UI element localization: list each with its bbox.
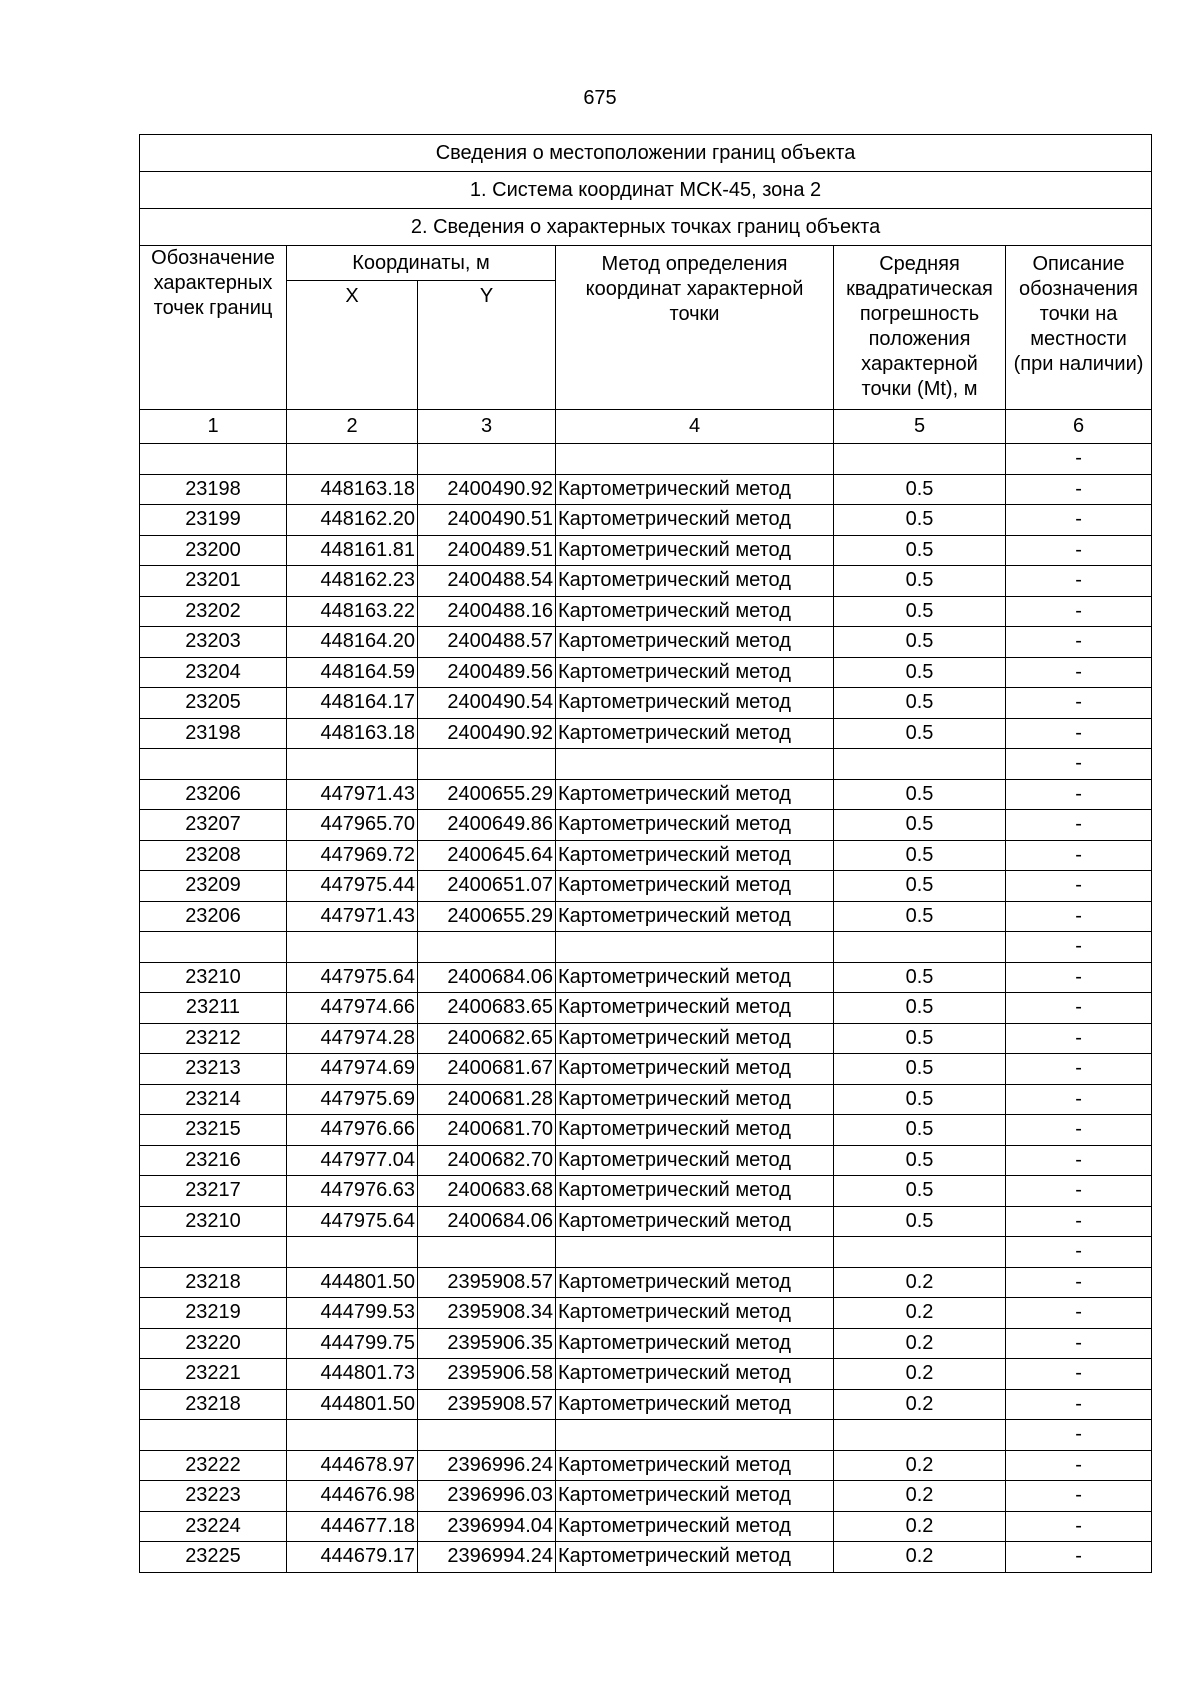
column-number: 6 bbox=[1006, 410, 1152, 444]
table-row bbox=[140, 1054, 1152, 1085]
y-coordinate-cell: 2400681.28 bbox=[418, 1084, 556, 1115]
y-coordinate-cell: 2395906.35 bbox=[418, 1328, 556, 1359]
header-mean-error: Средняя квадратическая погрешность положения характерной точки (Mt), м bbox=[834, 246, 1006, 410]
boundary-points-table bbox=[139, 134, 1152, 1573]
method-cell: Картометрический метод bbox=[556, 901, 834, 932]
description-cell: - bbox=[1006, 1145, 1152, 1176]
y-coordinate-cell: 2395908.34 bbox=[418, 1298, 556, 1329]
point-id-cell: 23199 bbox=[140, 505, 287, 536]
table-row bbox=[140, 871, 1152, 902]
point-id-cell bbox=[140, 1237, 287, 1268]
point-id-cell: 23204 bbox=[140, 657, 287, 688]
mean-error-cell: 0.5 bbox=[834, 1145, 1006, 1176]
column-number: 4 bbox=[556, 410, 834, 444]
point-id-cell bbox=[140, 932, 287, 963]
mean-error-cell: 0.5 bbox=[834, 1206, 1006, 1237]
y-coordinate-cell: 2400683.65 bbox=[418, 993, 556, 1024]
table-row bbox=[140, 1511, 1152, 1542]
point-id-cell: 23198 bbox=[140, 474, 287, 505]
x-coordinate-cell: 448161.81 bbox=[287, 535, 418, 566]
table-title: Сведения о местоположении границ объекта bbox=[140, 135, 1152, 172]
y-coordinate-cell: 2400684.06 bbox=[418, 962, 556, 993]
mean-error-cell: 0.2 bbox=[834, 1359, 1006, 1390]
x-coordinate-cell: 448162.20 bbox=[287, 505, 418, 536]
x-coordinate-cell bbox=[287, 749, 418, 780]
description-cell: - bbox=[1006, 993, 1152, 1024]
point-id-cell: 23210 bbox=[140, 1206, 287, 1237]
description-cell: - bbox=[1006, 1481, 1152, 1512]
point-id-cell: 23215 bbox=[140, 1115, 287, 1146]
method-cell: Картометрический метод bbox=[556, 1084, 834, 1115]
mean-error-cell: 0.2 bbox=[834, 1450, 1006, 1481]
description-cell: - bbox=[1006, 1298, 1152, 1329]
point-id-cell: 23214 bbox=[140, 1084, 287, 1115]
method-cell bbox=[556, 932, 834, 963]
point-id-cell: 23211 bbox=[140, 993, 287, 1024]
point-id-cell: 23225 bbox=[140, 1542, 287, 1573]
method-cell bbox=[556, 1420, 834, 1451]
description-cell: - bbox=[1006, 779, 1152, 810]
mean-error-cell: 0.5 bbox=[834, 1023, 1006, 1054]
table-row bbox=[140, 779, 1152, 810]
x-coordinate-cell: 448164.17 bbox=[287, 688, 418, 719]
x-coordinate-cell: 447975.64 bbox=[287, 1206, 418, 1237]
table-row bbox=[140, 1237, 1152, 1268]
method-cell: Картометрический метод bbox=[556, 474, 834, 505]
x-coordinate-cell: 444801.50 bbox=[287, 1267, 418, 1298]
mean-error-cell: 0.5 bbox=[834, 627, 1006, 658]
point-id-cell: 23202 bbox=[140, 596, 287, 627]
description-cell: - bbox=[1006, 566, 1152, 597]
description-cell: - bbox=[1006, 535, 1152, 566]
table-row bbox=[140, 810, 1152, 841]
y-coordinate-cell: 2400651.07 bbox=[418, 871, 556, 902]
y-coordinate-cell: 2400682.70 bbox=[418, 1145, 556, 1176]
description-cell: - bbox=[1006, 1206, 1152, 1237]
method-cell: Картометрический метод bbox=[556, 718, 834, 749]
y-coordinate-cell bbox=[418, 1420, 556, 1451]
table-row bbox=[140, 1206, 1152, 1237]
point-id-cell: 23218 bbox=[140, 1267, 287, 1298]
table-row bbox=[140, 962, 1152, 993]
description-cell: - bbox=[1006, 657, 1152, 688]
method-cell: Картометрический метод bbox=[556, 1542, 834, 1573]
description-cell: - bbox=[1006, 1115, 1152, 1146]
mean-error-cell: 0.5 bbox=[834, 779, 1006, 810]
description-cell: - bbox=[1006, 718, 1152, 749]
method-cell: Картометрический метод bbox=[556, 1328, 834, 1359]
description-cell: - bbox=[1006, 1054, 1152, 1085]
point-id-cell: 23203 bbox=[140, 627, 287, 658]
table-row bbox=[140, 444, 1152, 475]
header-y: Y bbox=[418, 281, 556, 410]
method-cell: Картометрический метод bbox=[556, 1115, 834, 1146]
point-id-cell: 23223 bbox=[140, 1481, 287, 1512]
mean-error-cell: 0.5 bbox=[834, 901, 1006, 932]
y-coordinate-cell: 2400683.68 bbox=[418, 1176, 556, 1207]
x-coordinate-cell: 444801.50 bbox=[287, 1389, 418, 1420]
x-coordinate-cell: 447969.72 bbox=[287, 840, 418, 871]
mean-error-cell: 0.2 bbox=[834, 1481, 1006, 1512]
header-method: Метод определения координат характерной точки bbox=[556, 246, 834, 410]
x-coordinate-cell: 447975.69 bbox=[287, 1084, 418, 1115]
y-coordinate-cell: 2400489.51 bbox=[418, 535, 556, 566]
mean-error-cell: 0.5 bbox=[834, 657, 1006, 688]
x-coordinate-cell bbox=[287, 1420, 418, 1451]
x-coordinate-cell: 444679.17 bbox=[287, 1542, 418, 1573]
y-coordinate-cell: 2400655.29 bbox=[418, 901, 556, 932]
table-row bbox=[140, 1115, 1152, 1146]
method-cell: Картометрический метод bbox=[556, 1359, 834, 1390]
table-row bbox=[140, 1145, 1152, 1176]
mean-error-cell: 0.5 bbox=[834, 718, 1006, 749]
table-row bbox=[140, 566, 1152, 597]
header-description: Описание обозначения точки на местности (при наличии) bbox=[1006, 246, 1152, 410]
table-title-row bbox=[140, 135, 1152, 172]
description-cell: - bbox=[1006, 901, 1152, 932]
mean-error-cell: 0.5 bbox=[834, 810, 1006, 841]
y-coordinate-cell: 2400488.57 bbox=[418, 627, 556, 658]
point-id-cell: 23224 bbox=[140, 1511, 287, 1542]
description-cell: - bbox=[1006, 1359, 1152, 1390]
y-coordinate-cell: 2400649.86 bbox=[418, 810, 556, 841]
table-row bbox=[140, 749, 1152, 780]
method-cell: Картометрический метод bbox=[556, 627, 834, 658]
point-id-cell: 23222 bbox=[140, 1450, 287, 1481]
point-id-cell: 23200 bbox=[140, 535, 287, 566]
x-coordinate-cell: 448162.23 bbox=[287, 566, 418, 597]
y-coordinate-cell bbox=[418, 1237, 556, 1268]
point-id-cell bbox=[140, 749, 287, 780]
table-row bbox=[140, 474, 1152, 505]
x-coordinate-cell: 444676.98 bbox=[287, 1481, 418, 1512]
description-cell: - bbox=[1006, 1023, 1152, 1054]
method-cell: Картометрический метод bbox=[556, 1389, 834, 1420]
point-id-cell: 23206 bbox=[140, 779, 287, 810]
x-coordinate-cell: 447971.43 bbox=[287, 901, 418, 932]
method-cell: Картометрический метод bbox=[556, 1481, 834, 1512]
point-id-cell: 23208 bbox=[140, 840, 287, 871]
point-id-cell bbox=[140, 444, 287, 475]
y-coordinate-cell bbox=[418, 444, 556, 475]
point-id-cell: 23218 bbox=[140, 1389, 287, 1420]
point-id-cell: 23216 bbox=[140, 1145, 287, 1176]
method-cell bbox=[556, 749, 834, 780]
mean-error-cell: 0.5 bbox=[834, 1115, 1006, 1146]
point-id-cell: 23213 bbox=[140, 1054, 287, 1085]
method-cell bbox=[556, 1237, 834, 1268]
x-coordinate-cell: 447976.66 bbox=[287, 1115, 418, 1146]
x-coordinate-cell: 447971.43 bbox=[287, 779, 418, 810]
x-coordinate-cell: 448164.20 bbox=[287, 627, 418, 658]
x-coordinate-cell: 448164.59 bbox=[287, 657, 418, 688]
table-row bbox=[140, 901, 1152, 932]
description-cell: - bbox=[1006, 1450, 1152, 1481]
point-id-cell: 23220 bbox=[140, 1328, 287, 1359]
table-row bbox=[140, 1267, 1152, 1298]
description-cell: - bbox=[1006, 1237, 1152, 1268]
description-cell: - bbox=[1006, 810, 1152, 841]
y-coordinate-cell bbox=[418, 932, 556, 963]
point-id-cell: 23212 bbox=[140, 1023, 287, 1054]
method-cell: Картометрический метод bbox=[556, 871, 834, 902]
description-cell: - bbox=[1006, 749, 1152, 780]
method-cell: Картометрический метод bbox=[556, 1267, 834, 1298]
x-coordinate-cell: 447965.70 bbox=[287, 810, 418, 841]
description-cell: - bbox=[1006, 688, 1152, 719]
table-row bbox=[140, 932, 1152, 963]
mean-error-cell: 0.5 bbox=[834, 535, 1006, 566]
method-cell: Картометрический метод bbox=[556, 688, 834, 719]
mean-error-cell: 0.2 bbox=[834, 1328, 1006, 1359]
column-number: 5 bbox=[834, 410, 1006, 444]
method-cell: Картометрический метод bbox=[556, 810, 834, 841]
method-cell: Картометрический метод bbox=[556, 1054, 834, 1085]
page-number: 675 bbox=[583, 87, 617, 109]
point-id-cell: 23205 bbox=[140, 688, 287, 719]
x-coordinate-cell: 447974.69 bbox=[287, 1054, 418, 1085]
x-coordinate-cell: 447975.64 bbox=[287, 962, 418, 993]
table-row bbox=[140, 535, 1152, 566]
mean-error-cell bbox=[834, 749, 1006, 780]
y-coordinate-cell: 2400490.92 bbox=[418, 718, 556, 749]
x-coordinate-cell bbox=[287, 932, 418, 963]
method-cell: Картометрический метод bbox=[556, 1511, 834, 1542]
table-row bbox=[140, 1023, 1152, 1054]
mean-error-cell bbox=[834, 1420, 1006, 1451]
mean-error-cell: 0.5 bbox=[834, 596, 1006, 627]
description-cell: - bbox=[1006, 1542, 1152, 1573]
description-cell: - bbox=[1006, 1176, 1152, 1207]
mean-error-cell: 0.2 bbox=[834, 1542, 1006, 1573]
description-cell: - bbox=[1006, 1389, 1152, 1420]
table-row bbox=[140, 1176, 1152, 1207]
header-x: X bbox=[287, 281, 418, 410]
y-coordinate-cell: 2400490.92 bbox=[418, 474, 556, 505]
mean-error-cell: 0.5 bbox=[834, 1084, 1006, 1115]
point-id-cell: 23207 bbox=[140, 810, 287, 841]
mean-error-cell bbox=[834, 1237, 1006, 1268]
method-cell: Картометрический метод bbox=[556, 657, 834, 688]
description-cell: - bbox=[1006, 1267, 1152, 1298]
y-coordinate-cell: 2400655.29 bbox=[418, 779, 556, 810]
header-coordinates: Координаты, м bbox=[287, 246, 556, 281]
table-row bbox=[140, 1084, 1152, 1115]
points-section-row bbox=[140, 209, 1152, 246]
mean-error-cell: 0.5 bbox=[834, 1054, 1006, 1085]
point-id-cell: 23219 bbox=[140, 1298, 287, 1329]
method-cell: Картометрический метод bbox=[556, 1298, 834, 1329]
method-cell: Картометрический метод bbox=[556, 566, 834, 597]
y-coordinate-cell: 2395908.57 bbox=[418, 1267, 556, 1298]
description-cell: - bbox=[1006, 1511, 1152, 1542]
table-row bbox=[140, 1328, 1152, 1359]
y-coordinate-cell: 2395906.58 bbox=[418, 1359, 556, 1390]
method-cell: Картометрический метод bbox=[556, 993, 834, 1024]
mean-error-cell bbox=[834, 444, 1006, 475]
table-row bbox=[140, 993, 1152, 1024]
y-coordinate-cell: 2400681.67 bbox=[418, 1054, 556, 1085]
description-cell: - bbox=[1006, 1328, 1152, 1359]
point-id-cell: 23201 bbox=[140, 566, 287, 597]
point-id-cell bbox=[140, 1420, 287, 1451]
method-cell: Картометрический метод bbox=[556, 505, 834, 536]
method-cell: Картометрический метод bbox=[556, 1450, 834, 1481]
point-id-cell: 23210 bbox=[140, 962, 287, 993]
method-cell: Картометрический метод bbox=[556, 596, 834, 627]
y-coordinate-cell: 2400489.56 bbox=[418, 657, 556, 688]
header-row bbox=[140, 246, 1152, 281]
mean-error-cell: 0.5 bbox=[834, 840, 1006, 871]
y-coordinate-cell: 2400645.64 bbox=[418, 840, 556, 871]
method-cell: Картометрический метод bbox=[556, 1176, 834, 1207]
point-id-cell: 23217 bbox=[140, 1176, 287, 1207]
x-coordinate-cell: 444801.73 bbox=[287, 1359, 418, 1390]
table-row bbox=[140, 657, 1152, 688]
mean-error-cell: 0.2 bbox=[834, 1267, 1006, 1298]
table-row bbox=[140, 840, 1152, 871]
description-cell: - bbox=[1006, 505, 1152, 536]
description-cell: - bbox=[1006, 444, 1152, 475]
point-id-cell: 23206 bbox=[140, 901, 287, 932]
x-coordinate-cell: 444677.18 bbox=[287, 1511, 418, 1542]
method-cell bbox=[556, 444, 834, 475]
x-coordinate-cell bbox=[287, 1237, 418, 1268]
point-id-cell: 23198 bbox=[140, 718, 287, 749]
column-number-row bbox=[140, 410, 1152, 444]
y-coordinate-cell: 2396994.04 bbox=[418, 1511, 556, 1542]
table-row bbox=[140, 1359, 1152, 1390]
table-row bbox=[140, 1481, 1152, 1512]
description-cell: - bbox=[1006, 596, 1152, 627]
x-coordinate-cell: 447975.44 bbox=[287, 871, 418, 902]
x-coordinate-cell: 444799.75 bbox=[287, 1328, 418, 1359]
x-coordinate-cell: 448163.18 bbox=[287, 474, 418, 505]
y-coordinate-cell: 2400490.54 bbox=[418, 688, 556, 719]
method-cell: Картометрический метод bbox=[556, 962, 834, 993]
description-cell: - bbox=[1006, 1420, 1152, 1451]
mean-error-cell: 0.2 bbox=[834, 1511, 1006, 1542]
method-cell: Картометрический метод bbox=[556, 840, 834, 871]
table-row bbox=[140, 596, 1152, 627]
x-coordinate-cell bbox=[287, 444, 418, 475]
mean-error-cell: 0.5 bbox=[834, 474, 1006, 505]
y-coordinate-cell: 2396996.24 bbox=[418, 1450, 556, 1481]
point-id-cell: 23221 bbox=[140, 1359, 287, 1390]
x-coordinate-cell: 448163.22 bbox=[287, 596, 418, 627]
table-row bbox=[140, 505, 1152, 536]
x-coordinate-cell: 444799.53 bbox=[287, 1298, 418, 1329]
column-number: 3 bbox=[418, 410, 556, 444]
table-row bbox=[140, 1542, 1152, 1573]
x-coordinate-cell: 447976.63 bbox=[287, 1176, 418, 1207]
column-number: 2 bbox=[287, 410, 418, 444]
header-point-designation: Обозначение характерных точек границ bbox=[140, 246, 287, 410]
mean-error-cell: 0.5 bbox=[834, 1176, 1006, 1207]
description-cell: - bbox=[1006, 932, 1152, 963]
method-cell: Картометрический метод bbox=[556, 535, 834, 566]
y-coordinate-cell: 2400488.54 bbox=[418, 566, 556, 597]
y-coordinate-cell: 2395908.57 bbox=[418, 1389, 556, 1420]
mean-error-cell: 0.5 bbox=[834, 688, 1006, 719]
x-coordinate-cell: 447974.28 bbox=[287, 1023, 418, 1054]
method-cell: Картометрический метод bbox=[556, 1206, 834, 1237]
description-cell: - bbox=[1006, 474, 1152, 505]
point-id-cell: 23209 bbox=[140, 871, 287, 902]
description-cell: - bbox=[1006, 962, 1152, 993]
y-coordinate-cell: 2396994.24 bbox=[418, 1542, 556, 1573]
table-row bbox=[140, 1389, 1152, 1420]
y-coordinate-cell bbox=[418, 749, 556, 780]
coordinate-system-row bbox=[140, 172, 1152, 209]
coordinate-system-title: 1. Система координат МСК-45, зона 2 bbox=[140, 172, 1152, 209]
column-number: 1 bbox=[140, 410, 287, 444]
table-row bbox=[140, 627, 1152, 658]
mean-error-cell: 0.2 bbox=[834, 1298, 1006, 1329]
table-row bbox=[140, 688, 1152, 719]
y-coordinate-cell: 2400488.16 bbox=[418, 596, 556, 627]
points-section-title: 2. Сведения о характерных точках границ объекта bbox=[140, 209, 1152, 246]
table-row bbox=[140, 1420, 1152, 1451]
x-coordinate-cell: 444678.97 bbox=[287, 1450, 418, 1481]
y-coordinate-cell: 2400681.70 bbox=[418, 1115, 556, 1146]
description-cell: - bbox=[1006, 871, 1152, 902]
method-cell: Картометрический метод bbox=[556, 779, 834, 810]
x-coordinate-cell: 447974.66 bbox=[287, 993, 418, 1024]
mean-error-cell bbox=[834, 932, 1006, 963]
table-row bbox=[140, 1298, 1152, 1329]
y-coordinate-cell: 2396996.03 bbox=[418, 1481, 556, 1512]
description-cell: - bbox=[1006, 1084, 1152, 1115]
y-coordinate-cell: 2400490.51 bbox=[418, 505, 556, 536]
table-row bbox=[140, 718, 1152, 749]
table-row bbox=[140, 1450, 1152, 1481]
mean-error-cell: 0.5 bbox=[834, 993, 1006, 1024]
mean-error-cell: 0.5 bbox=[834, 871, 1006, 902]
description-cell: - bbox=[1006, 840, 1152, 871]
mean-error-cell: 0.5 bbox=[834, 962, 1006, 993]
mean-error-cell: 0.5 bbox=[834, 505, 1006, 536]
method-cell: Картометрический метод bbox=[556, 1145, 834, 1176]
x-coordinate-cell: 448163.18 bbox=[287, 718, 418, 749]
method-cell: Картометрический метод bbox=[556, 1023, 834, 1054]
y-coordinate-cell: 2400682.65 bbox=[418, 1023, 556, 1054]
mean-error-cell: 0.2 bbox=[834, 1389, 1006, 1420]
mean-error-cell: 0.5 bbox=[834, 566, 1006, 597]
description-cell: - bbox=[1006, 627, 1152, 658]
y-coordinate-cell: 2400684.06 bbox=[418, 1206, 556, 1237]
x-coordinate-cell: 447977.04 bbox=[287, 1145, 418, 1176]
